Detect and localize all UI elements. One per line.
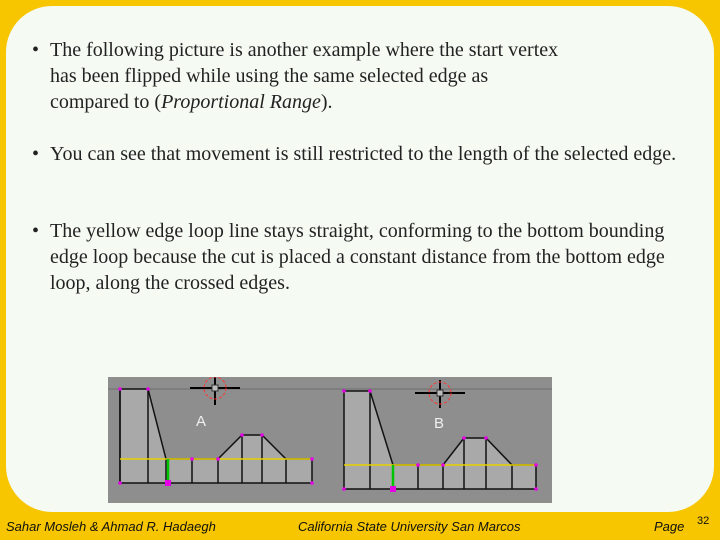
mesh-figure-svg [108, 377, 552, 503]
bullet-3 [32, 218, 682, 296]
start-vertex-a [165, 480, 171, 486]
bullet-1 [32, 37, 682, 115]
vertex [260, 433, 264, 437]
start-vertex-b [390, 486, 396, 492]
footer-authors: Sahar Mosleh & Ahmad R. Hadaegh [6, 519, 216, 534]
bullet-marker: • [32, 143, 40, 165]
cursor-center [212, 385, 218, 391]
vertex [484, 436, 488, 440]
vertex [310, 457, 314, 461]
footer-page-label: Page [654, 519, 685, 534]
footer-institution: California State University San Marcos [298, 519, 521, 534]
vertex [534, 463, 538, 467]
slide-footer [0, 512, 720, 540]
label-b: B [434, 415, 445, 432]
vertex [462, 436, 466, 440]
bullet-1-line-1: The following picture is another example where the start vertex [50, 39, 559, 61]
mesh-figure [108, 377, 552, 503]
bullet-1-tail: ). [320, 91, 333, 113]
bullet-2-text: You can see that movement is still restricted to the length of the selected edge. [50, 143, 677, 165]
vertex [342, 487, 346, 491]
vertex [368, 389, 372, 393]
label-a: A [196, 413, 207, 430]
vertex [240, 433, 244, 437]
footer-page-number: 32 [697, 515, 710, 527]
vertex [342, 389, 346, 393]
vertex [441, 463, 445, 467]
cursor-center [437, 390, 443, 396]
vertex [216, 457, 220, 461]
bullet-1-line-2: has been flipped while using the same selected edge as [50, 65, 489, 87]
bullet-2 [32, 141, 682, 167]
panel-b [328, 377, 552, 503]
vertex [534, 487, 538, 491]
vertex [146, 387, 150, 391]
vertex [118, 387, 122, 391]
vertex [190, 457, 194, 461]
bullet-3-text: The yellow edge loop line stays straight, conforming to the bottom bounding edge loop because the cut is placed a constant distance from the bottom edge loop, along the crossed edges. [50, 220, 665, 294]
bullet-1-italic-term: Proportional Range [161, 91, 321, 113]
bullet-1-text [32, 37, 682, 115]
vertex [118, 481, 122, 485]
bullet-1-line-3: compared to ( [50, 91, 162, 113]
vertex [310, 481, 314, 485]
bullet-marker: • [32, 220, 40, 242]
bullet-marker: • [32, 39, 40, 61]
vertex [416, 463, 420, 467]
